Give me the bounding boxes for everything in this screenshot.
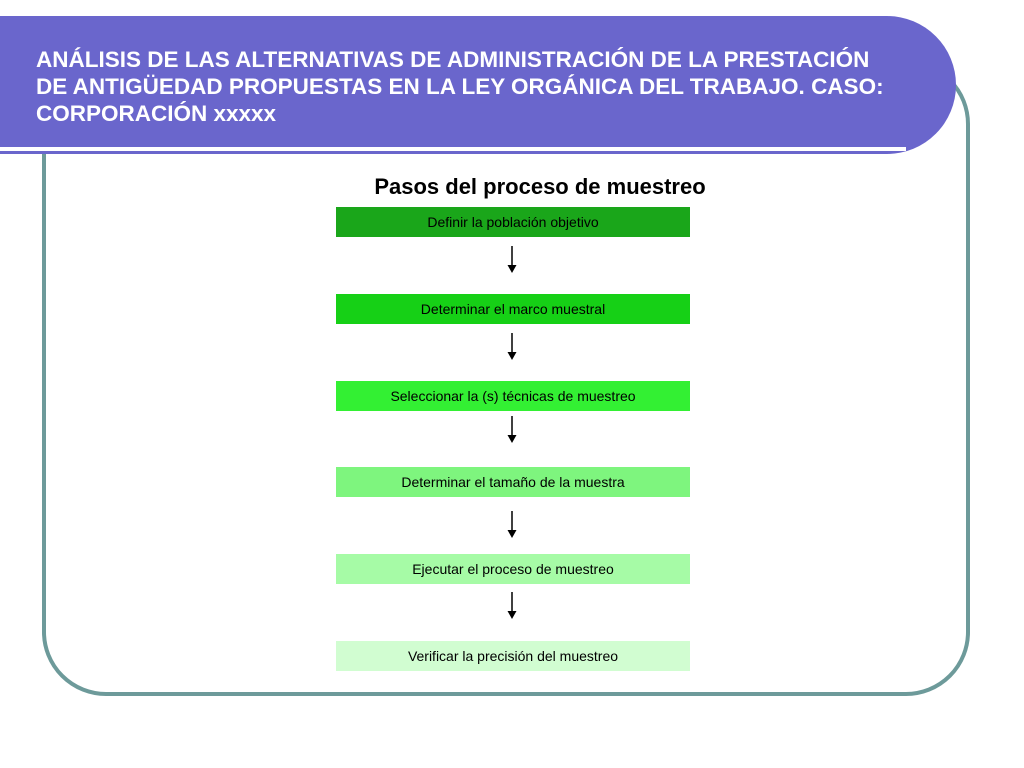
header-bar bbox=[0, 16, 956, 154]
step-label: Determinar el marco muestral bbox=[420, 301, 606, 317]
down-arrow-icon bbox=[505, 246, 519, 274]
step-label: Verificar la precisión del muestreo bbox=[407, 648, 619, 664]
down-arrow-icon bbox=[505, 511, 519, 539]
step-label: Definir la población objetivo bbox=[427, 214, 599, 230]
step-verify-precision bbox=[336, 641, 690, 671]
step-label: Determinar el tamaño de la muestra bbox=[401, 474, 625, 490]
step-determine-size bbox=[336, 467, 690, 497]
step-label: Seleccionar la (s) técnicas de muestreo bbox=[390, 388, 636, 404]
down-arrow-icon bbox=[505, 333, 519, 361]
step-select-techniques bbox=[336, 381, 690, 411]
slide-title: ANÁLISIS DE LAS ALTERNATIVAS DE ADMINISTRACIÓN DE LA PRESTACIÓN DE ANTIGÜEDAD PROPUESTAS EN LA LEY ORGÁNICA DEL TRABAJO. CASO: CORPORACIÓN xxxxx bbox=[36, 47, 884, 126]
step-label: Ejecutar el proceso de muestreo bbox=[412, 561, 614, 577]
step-determine-frame bbox=[336, 294, 690, 324]
down-arrow-icon bbox=[505, 416, 519, 444]
step-execute-process bbox=[336, 554, 690, 584]
down-arrow-icon bbox=[505, 592, 519, 620]
step-define-population bbox=[336, 207, 690, 237]
header-underline bbox=[0, 147, 906, 151]
flow-title: Pasos del proceso de muestreo bbox=[374, 174, 706, 199]
